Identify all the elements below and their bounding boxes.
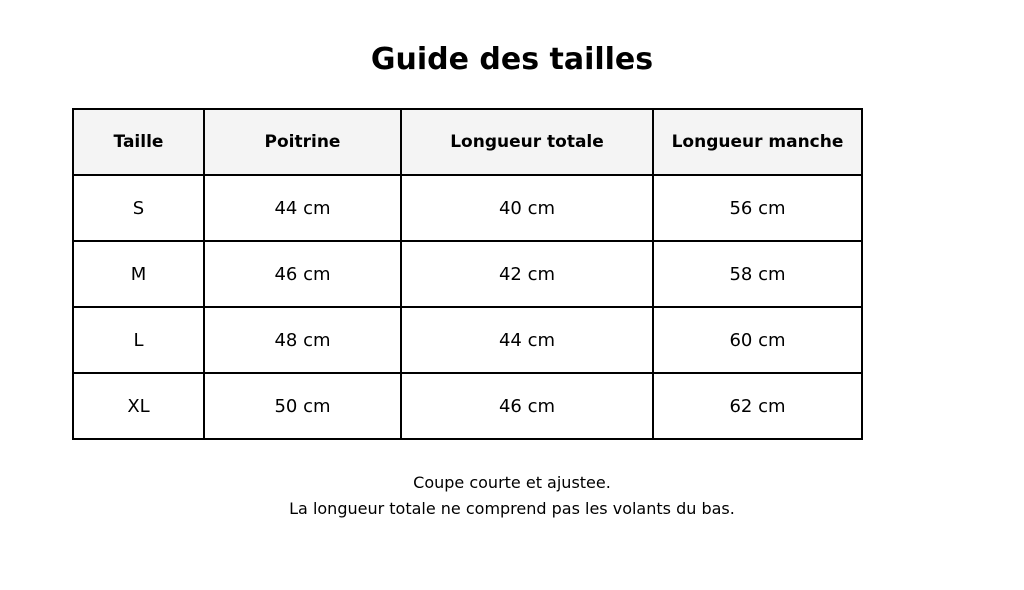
table-cell: 46 cm bbox=[401, 373, 653, 439]
table-cell: 40 cm bbox=[401, 175, 653, 241]
table-cell: 62 cm bbox=[653, 373, 862, 439]
table-header-row bbox=[73, 109, 862, 175]
header-longueur-manche: Longueur manche bbox=[653, 109, 862, 175]
table-cell: 50 cm bbox=[204, 373, 401, 439]
header-taille: Taille bbox=[73, 109, 204, 175]
page-title: Guide des tailles bbox=[370, 42, 654, 77]
table-cell: 44 cm bbox=[204, 175, 401, 241]
notes bbox=[0, 470, 1024, 522]
header-longueur-totale: Longueur totale bbox=[401, 109, 653, 175]
table-cell: L bbox=[73, 307, 204, 373]
table-cell: 60 cm bbox=[653, 307, 862, 373]
size-table bbox=[72, 108, 863, 440]
table-cell: 56 cm bbox=[653, 175, 862, 241]
table-cell: 58 cm bbox=[653, 241, 862, 307]
table-cell: M bbox=[73, 241, 204, 307]
header-poitrine: Poitrine bbox=[204, 109, 401, 175]
table-cell: 44 cm bbox=[401, 307, 653, 373]
table-cell: XL bbox=[73, 373, 204, 439]
table-cell: 42 cm bbox=[401, 241, 653, 307]
table-row bbox=[73, 307, 862, 373]
table-row bbox=[73, 175, 862, 241]
table-row bbox=[73, 241, 862, 307]
table-row bbox=[73, 373, 862, 439]
table-cell: 48 cm bbox=[204, 307, 401, 373]
note-length: La longueur totale ne comprend pas les volants du bas. bbox=[289, 499, 735, 518]
note-fit: Coupe courte et ajustee. bbox=[413, 473, 611, 492]
table-cell: 46 cm bbox=[204, 241, 401, 307]
table-cell: S bbox=[73, 175, 204, 241]
